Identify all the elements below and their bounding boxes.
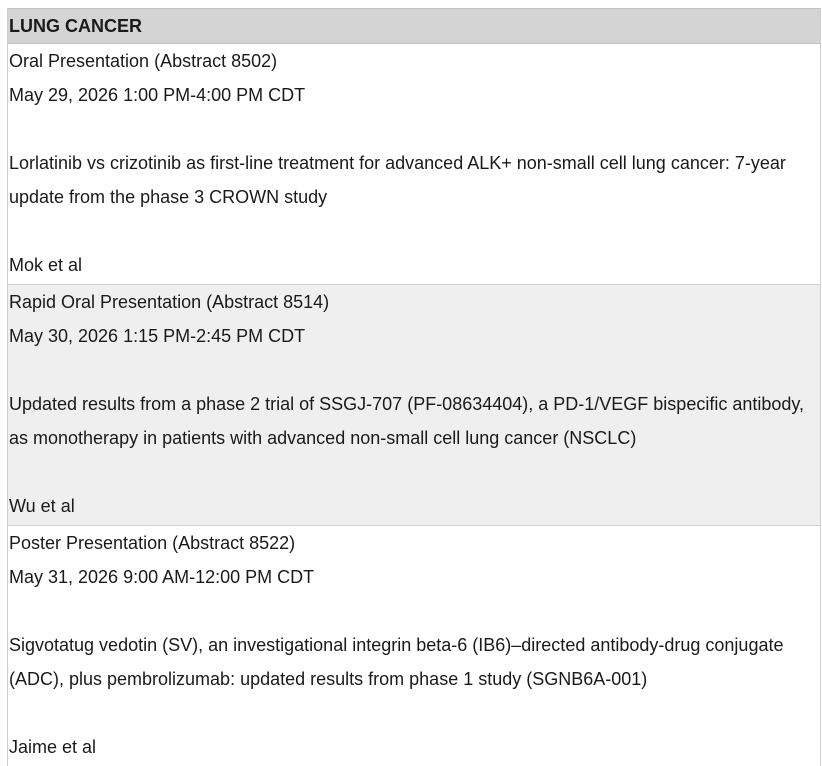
abstract-authors: Jaime et al [9,737,97,757]
row-spacer [9,353,820,387]
table-row [8,526,820,766]
abstract-title: Updated results from a phase 2 trial of SSGJ-707 (PF-08634404), a PD-1/VEGF bispecific antibody, as monotherapy in patients with advanced non-small cell lung cancer (NSCLC) [9,394,805,448]
row-spacer [9,455,820,489]
lung-cancer-table [7,8,821,766]
row-spacer [9,112,820,146]
presentation-type: Oral Presentation (Abstract 8502) [9,51,278,71]
abstract-title: Sigvotatug vedotin (SV), an investigational integrin beta-6 (IB6)–directed antibody-drug conjugate (ADC), plus pembrolizumab: updated results from phase 1 study (SGNB6A-001) [9,635,784,689]
abstract-authors: Mok et al [9,255,83,275]
table-row [8,285,820,526]
table-header [8,8,820,44]
abstract-title: Lorlatinib vs crizotinib as first-line treatment for advanced ALK+ non-small cell lung cancer: 7-year update from the phase 3 CROWN study [9,153,786,207]
presentation-datetime: May 31, 2026 9:00 AM-12:00 PM CDT [9,567,315,587]
table-row [8,44,820,285]
row-spacer [9,696,820,730]
presentation-datetime: May 29, 2026 1:00 PM-4:00 PM CDT [9,85,306,105]
presentation-type: Rapid Oral Presentation (Abstract 8514) [9,292,330,312]
table-header-label: LUNG CANCER [9,15,142,36]
presentation-type: Poster Presentation (Abstract 8522) [9,533,296,553]
row-spacer [9,214,820,248]
presentation-datetime: May 30, 2026 1:15 PM-2:45 PM CDT [9,326,306,346]
abstract-authors: Wu et al [9,496,75,516]
row-spacer [9,594,820,628]
